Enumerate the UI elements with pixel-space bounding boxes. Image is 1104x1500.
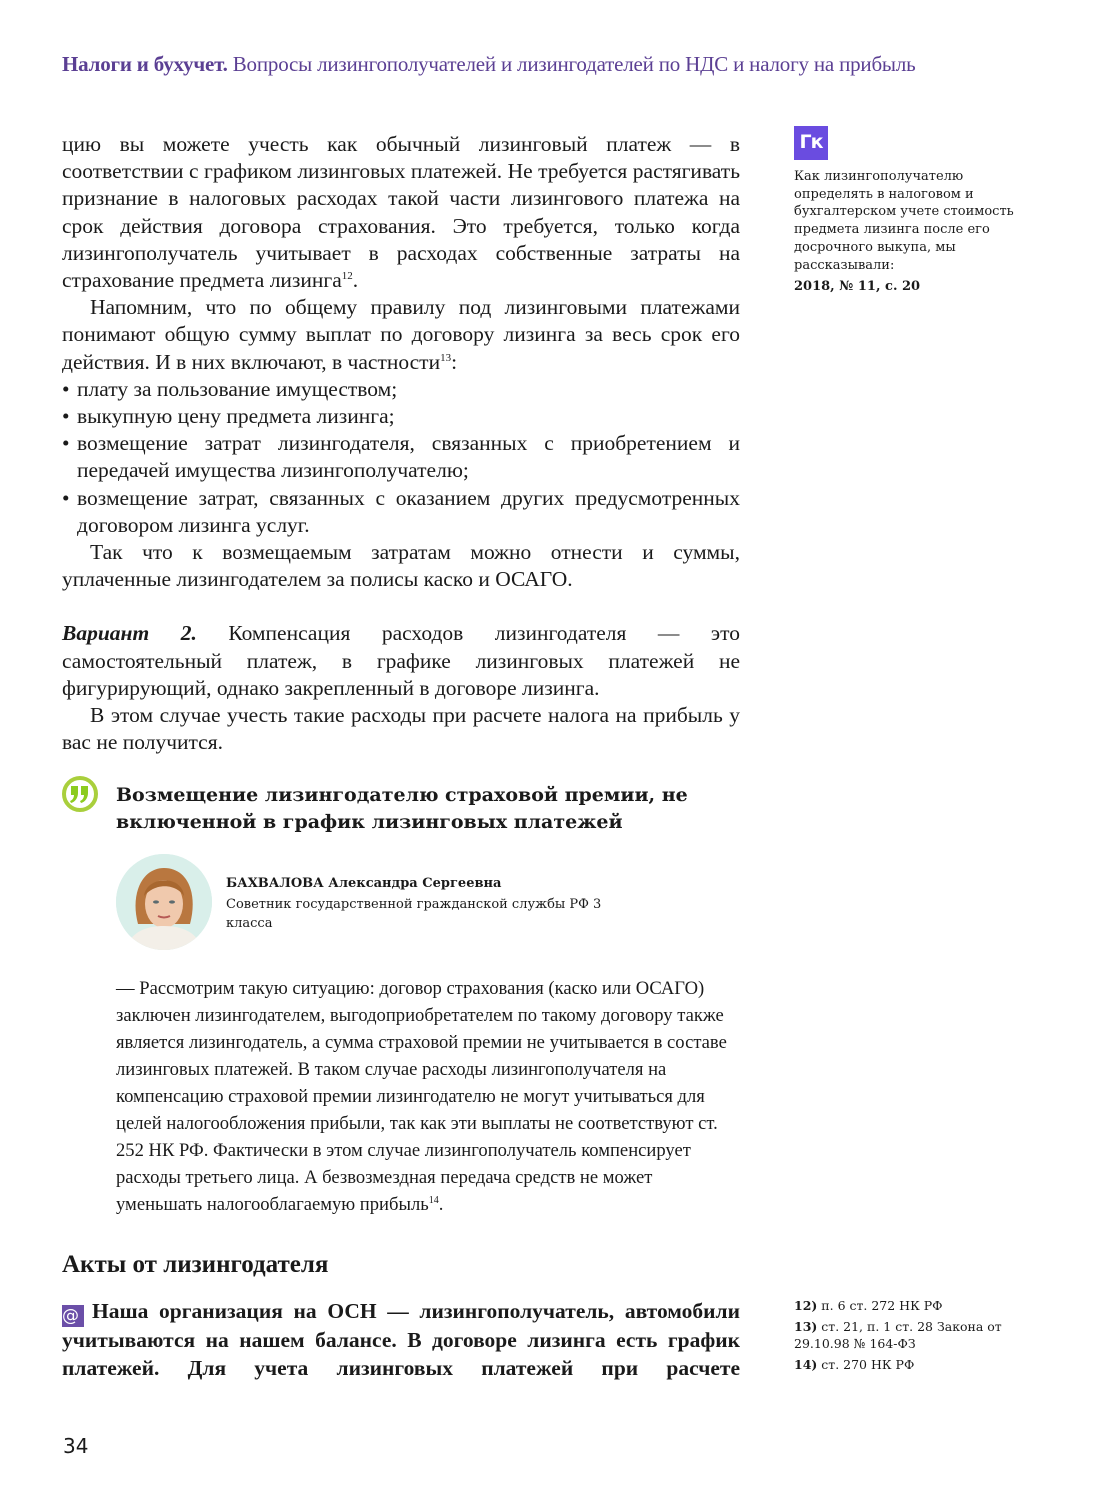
sidebar-note [794, 126, 1024, 296]
expert-avatar [116, 854, 212, 950]
list-item: • плату за пользование имуществом; [62, 376, 740, 403]
footnote-ref[interactable]: 12 [341, 270, 353, 283]
footnotes [794, 1297, 1024, 1376]
paragraph-variant: Вариант 2. Компенсация расходов лизингодателя — это самостоятельный платеж, в графике лизинговых платежей не фигурирующий, однако закрепленный в договоре лизинга. [62, 621, 740, 700]
footnote: 12) п. 6 ст. 272 НК РФ [794, 1298, 943, 1313]
list-item: • выкупную цену предмета лизинга; [62, 403, 740, 430]
list-item: • возмещение затрат лизингодателя, связанных с приобретением и передачей имущества лизингополучателю; [62, 430, 740, 484]
section-heading: Акты от лизингодателя [62, 1251, 329, 1278]
paragraph: Напомним, что по общему правилу под лизинговыми платежами понимают общую сумму выплат по договору лизинга за весь срок его действия. И в них включают, в частности$^{13}$: [62, 295, 740, 374]
gk-logo-icon: Гк [794, 126, 828, 160]
footnote: 14) ст. 270 НК РФ [794, 1356, 915, 1372]
header-section: Налоги и бухучет. [62, 52, 228, 76]
footnote: 13) ст. 21, п. 1 ст. 28 Закона от 29.10.98 № 164-ФЗ [794, 1318, 1002, 1351]
expert-name: БАХВАЛОВА Александра Сергеевна [226, 876, 502, 891]
bullet-list [62, 376, 740, 539]
running-header [62, 52, 1062, 77]
footnote-ref[interactable]: 14 [428, 1195, 439, 1206]
quote-text: — Рассмотрим такую ситуацию: договор страхования (каско или ОСАГО) заключен лизингодателем, выгодоприобретателем по такому договору также является лизингодатель, а сумма страховой премии не учитывается в составе лизинговых платежей. В таком случае расходы лизингополучателя на компенсацию страховой премии лизингодателю не могут учитываться для целей налогообложения прибыли, так как эти выплаты не соответствуют ст. 252 НК РФ. Фактически в этом случае лизингополучатель компенсирует расходы третьего лица. А безвозмездная передача средств не может уменьшать налогооблагаемую прибыль$^{14}$. [116, 978, 727, 1215]
quote-title: Возмещение лизингодателю страховой премии, не включенной в график лизинговых платежей [116, 784, 688, 833]
list-item: • возмещение затрат, связанных с оказанием других предусмотренных договором лизинга услуг. [62, 485, 740, 539]
main-column [62, 131, 740, 756]
at-icon: @ [62, 1305, 84, 1327]
paragraph: Так что к возмещаемым затратам можно отнести и суммы, уплаченные лизингодателем за полисы каско и ОСАГО. [62, 540, 740, 592]
paragraph: цию вы можете учесть как обычный лизинговый платеж — в соответствии с графиком лизинговых платежей. Не требуется растягивать признание в налоговых расходах такой части лизингового платежа на срок действия договора страхования. Это требуется, только когда лизингополучатель учитывает в расходах собственные затраты на страхование предмета лизинга$^{12}$. [62, 132, 740, 293]
page-number: 34 [63, 1434, 89, 1458]
reader-question: @ Наша организация на ОСН — лизингополучатель, автомобили учитываются на нашем балансе. В договоре лизинга есть график платежей. Для учета лизинговых платежей при расчете [62, 1299, 740, 1380]
footnote-ref[interactable]: 13 [440, 351, 452, 364]
paragraph: В этом случае учесть такие расходы при расчете налога на прибыль у вас не получится. [62, 703, 740, 755]
expert-role: Советник государственной гражданской службы РФ 3 класса [226, 897, 602, 931]
sidebar-note-text: Как лизингополучателю определять в налоговом и бухгалтерском учете стоимость предмета лизинга после его досрочного выкупа, мы рассказывали: [794, 169, 1014, 273]
header-title: Вопросы лизингополучателей и лизингодателей по НДС и налогу на прибыль [232, 52, 916, 76]
variant-label: Вариант 2. [62, 621, 197, 646]
quote-icon [62, 776, 98, 812]
sidebar-reference[interactable]: 2018, № 11, с. 20 [794, 279, 921, 295]
expert-card [116, 854, 756, 950]
